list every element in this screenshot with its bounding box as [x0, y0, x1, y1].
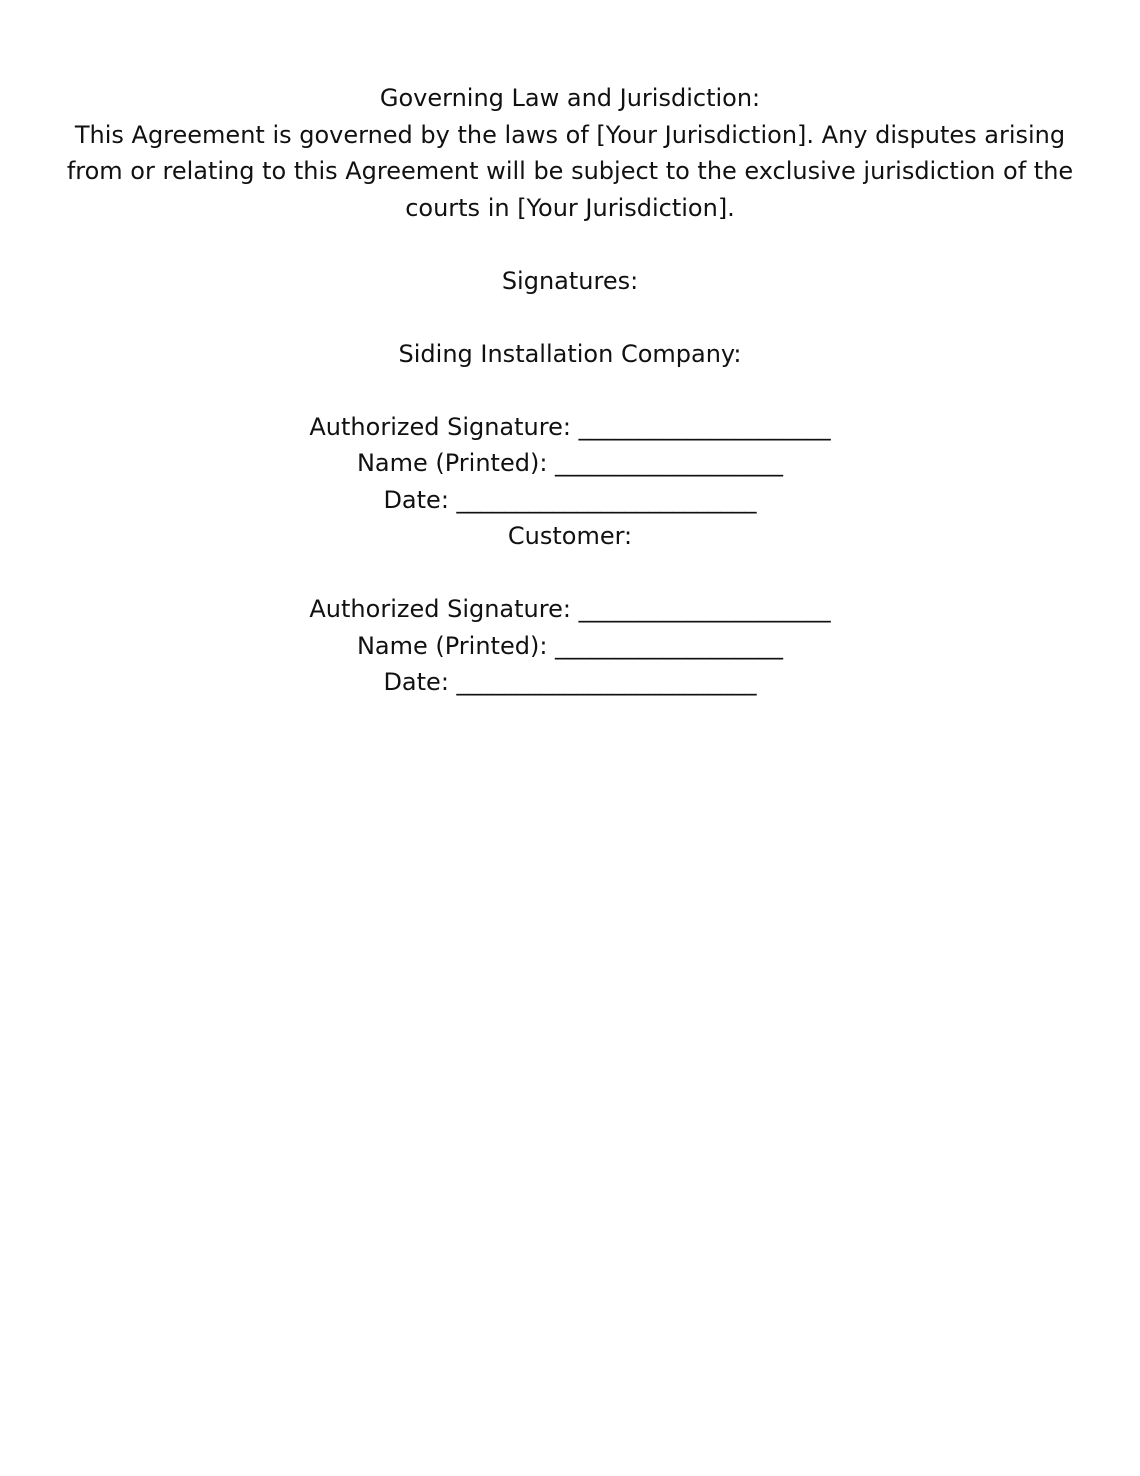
governing-law-text-line-2: from or relating to this Agreement will be subject to the exclusive jurisdiction of the [66, 157, 1074, 185]
document-content [34, 80, 1106, 701]
governing-law-section [34, 80, 1106, 226]
customer-name-printed-field[interactable]: Name (Printed): ___________________ [356, 631, 784, 660]
spacer [34, 555, 1106, 592]
company-date-field[interactable]: Date: _________________________ [383, 485, 757, 514]
spacer [34, 299, 1106, 336]
customer-date-field[interactable]: Date: _________________________ [383, 668, 757, 696]
company-name-printed-field[interactable]: Name (Printed): ___________________ [356, 449, 784, 477]
governing-law-text-line-3: courts in [Your Jurisdiction]. [405, 193, 735, 222]
spacer [34, 226, 1106, 263]
company-authorized-signature-field[interactable]: Authorized Signature: _____________________ [309, 412, 831, 441]
governing-law-text-line-1: This Agreement is governed by the laws of [Your Jurisdiction]. Any disputes arising [74, 120, 1066, 149]
company-label: Siding Installation Company: [398, 339, 742, 368]
signatures-heading: Signatures: [501, 266, 639, 295]
company-signature-block [34, 336, 1106, 519]
customer-signature-block [34, 518, 1106, 701]
spacer [34, 372, 1106, 409]
customer-label: Customer: [507, 522, 633, 550]
governing-law-heading: Governing Law and Jurisdiction: [379, 84, 761, 112]
customer-authorized-signature-field[interactable]: Authorized Signature: _____________________ [309, 595, 831, 623]
